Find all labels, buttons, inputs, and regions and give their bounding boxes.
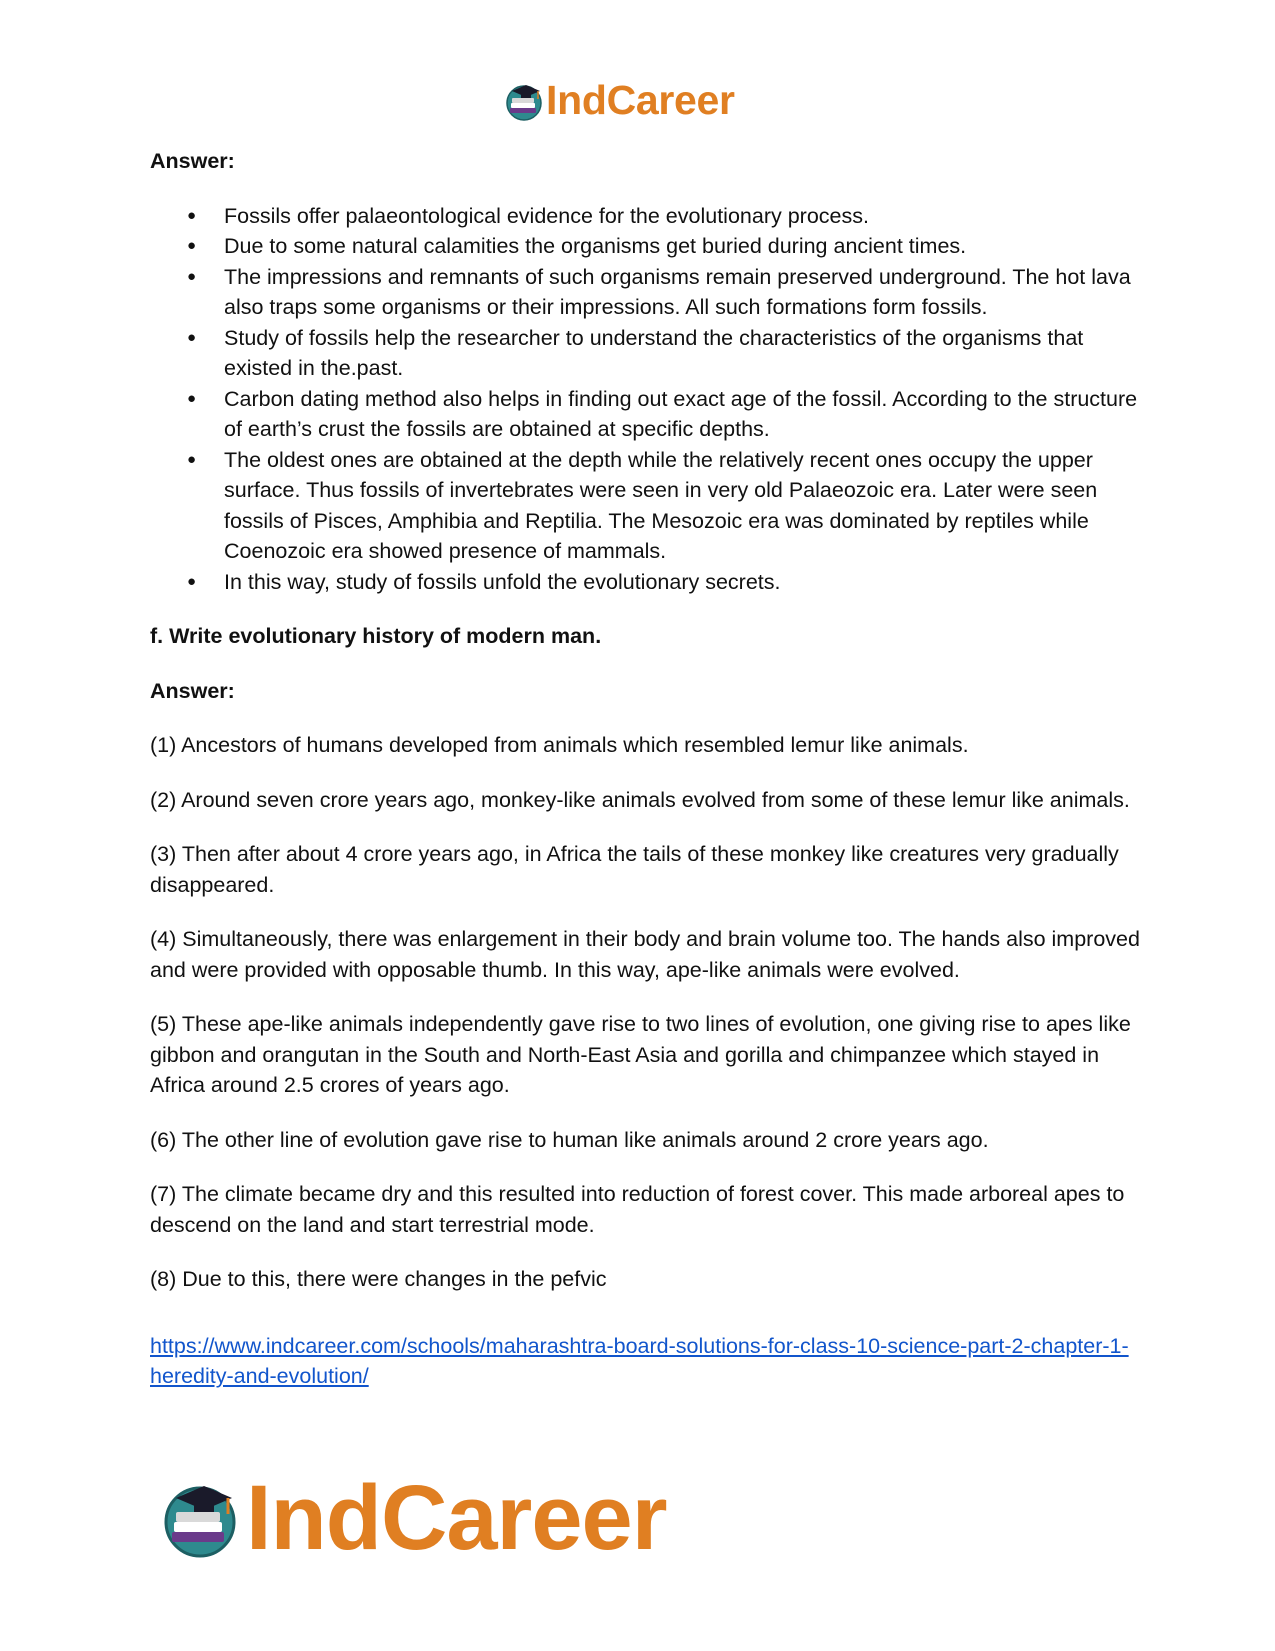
list-item: ● Study of fossils help the researcher to understand the characteristics of the organisms that existed in the.past. xyxy=(224,323,1150,384)
answer-paragraph: (4) Simultaneously, there was enlargement in their body and brain volume too. The hands also improved and were provided with opposable thumb. In this way, ape-like animals were evolved. xyxy=(150,927,1140,982)
header-logo-text: IndCareer xyxy=(546,77,735,123)
answer-label: Answer: xyxy=(150,678,235,703)
footer-logo xyxy=(160,1467,667,1569)
list-item: ● Due to some natural calamities the organisms get buried during ancient times. xyxy=(224,231,1150,262)
header-logo xyxy=(504,77,735,123)
graduation-book-globe-icon xyxy=(504,81,544,121)
fossil-evidence-list xyxy=(150,201,1150,598)
answer-paragraph: (3) Then after about 4 crore years ago, in Africa the tails of these monkey like creatures very gradually disappeared. xyxy=(150,842,1119,897)
question-heading: f. Write evolutionary history of modern man. xyxy=(150,624,602,648)
source-link[interactable]: https://www.indcareer.com/schools/maharashtra-board-solutions-for-class-10-science-part-2-chapter-1-heredity-and-evolution/ xyxy=(150,1333,1129,1388)
graduation-book-globe-icon xyxy=(160,1478,240,1558)
list-item: ● The oldest ones are obtained at the depth while the relatively recent ones occupy the upper surface. Thus fossils of invertebrates were seen in very old Palaeozoic era. Later were seen fossils of Pisces, Amphibia and Reptilia. The Mesozoic era was dominated by reptiles while Coenozoic era showed presence of mammals. xyxy=(224,445,1150,567)
answer-paragraph: (8) Due to this, there were changes in the pefvic xyxy=(150,1267,607,1291)
list-item: ● Carbon dating method also helps in finding out exact age of the fossil. According to the structure of earth’s crust the fossils are obtained at specific depths. xyxy=(224,384,1150,445)
answer-paragraph: (6) The other line of evolution gave rise to human like animals around 2 crore years ago. xyxy=(150,1127,989,1152)
answer-paragraph: (5) These ape-like animals independently gave rise to two lines of evolution, one giving rise to apes like gibbon and orangutan in the South and North-East Asia and gorilla and chimpanzee which stayed in Africa around 2.5 crores of years ago. xyxy=(150,1012,1131,1097)
list-item: ● In this way, study of fossils unfold the evolutionary secrets. xyxy=(224,567,1150,598)
list-item: ● Fossils offer palaeontological evidence for the evolutionary process. xyxy=(224,201,1150,232)
answer-label: Answer: xyxy=(150,149,235,173)
document-body xyxy=(150,146,1150,1392)
answer-paragraph: (2) Around seven crore years ago, monkey-like animals evolved from some of these lemur like animals. xyxy=(150,787,1130,812)
list-item: ● The impressions and remnants of such organisms remain preserved underground. The hot lava also traps some organisms or their impressions. All such formations form fossils. xyxy=(224,262,1150,323)
answer-paragraph: (7) The climate became dry and this resulted into reduction of forest cover. This made arboreal apes to descend on the land and start terrestrial mode. xyxy=(150,1182,1125,1237)
answer-paragraph: (1) Ancestors of humans developed from animals which resembled lemur like animals. xyxy=(150,733,969,757)
footer-logo-text: IndCareer xyxy=(246,1467,667,1569)
